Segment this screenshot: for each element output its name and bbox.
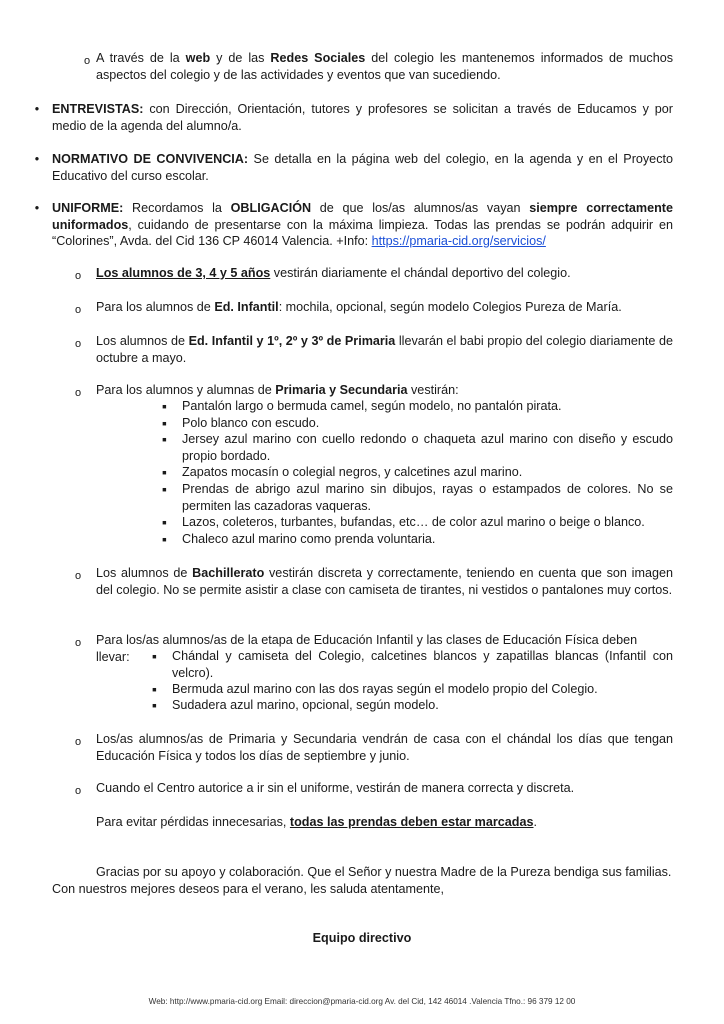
square-bullet-icon: ▪ [152,697,157,713]
uniforme-bold-correct: siempre correctamente uniformados [52,201,673,232]
normativo-text: Se detalla en la página web del colegio, en la agenda y en el Proyecto Educativo del curso escolar. [52,152,673,183]
intro-text-3: del colegio les mantenemos informados de muchos aspectos del colegio y de las actividades y eventos que van sucediendo. [96,51,674,82]
uniforme-obligacion: OBLIGACIÓN [230,201,312,215]
item-primaria-secundaria [96,382,673,399]
bullet-icon: • [34,102,40,116]
item-1-text: vestirán diariamente el chándal deportivo del colegio. [270,266,571,280]
list-item: Jersey azul marino con cuello redondo o chaqueta azul marino con diseño y escudo propio bordado. [182,432,673,463]
item-educacion-fisica: Para los/as alumnos/as de la etapa de Educación Infantil y las clases de Educación Física deben llevar: [96,633,638,664]
item-5-text: vestirán discreta y correctamente, teniendo en cuenta que son imagen del colegio. No se permite asistir a clase con camiseta de tirantes, ni vestidos o pantalones muy cortos. [96,566,673,597]
intro-text-1: A través de la [96,51,186,65]
item-chandal-casa: Los/as alumnos/as de Primaria y Secundaria vendrán de casa con el chándal los días que tengan Educación Física y todos los días de septiembre y junio. [96,732,673,763]
closing-thanks: Gracias por su apoyo y colaboración. Que el Señor y nuestra Madre de la Pureza bendiga sus familias. [96,865,672,879]
circle-bullet-icon: o [75,637,82,649]
list-item: Chándal y camiseta del Colegio, calcetines blancos y zapatillas blancas (Infantil con velcro). [172,649,673,680]
item-2-bold: Ed. Infantil [214,300,279,314]
item-3-text-a: Los alumnos de [96,334,189,348]
list-item: Pantalón largo o bermuda camel, según modelo, no pantalón pirata. [182,399,562,413]
intro-item [96,50,673,83]
page-footer: Web: http://www.pmaria-cid.org Email: direccion@pmaria-cid.org Av. del Cid, 142 46014 .Valencia Tfno.: 96 379 12 00 [148,997,576,1006]
entrevistas-label: ENTREVISTAS: [52,102,144,116]
item-2-text: : mochila, opcional, según modelo Colegios Pureza de María. [278,300,622,314]
square-bullet-icon: ▪ [162,415,167,431]
list-item: Sudadera azul marino, opcional, según modelo. [172,698,439,712]
intro-bold-redes: Redes Sociales [270,51,366,65]
bullet-icon: • [34,201,40,215]
circle-bullet-icon: o [75,270,82,282]
uniforme-text-2: de que los/as alumnos/as vayan [311,201,530,215]
uniforme-text-3: , cuidando de presentarse con la máxima limpieza. Todas las prendas se podrán adquirir en “Colorines”, Avda. del Cid 136 CP 46014 Valencia. +Info: [52,217,673,248]
item-3-bold: Ed. Infantil y 1º, 2º y 3º de Primaria [188,334,396,348]
item-babi [96,333,673,366]
square-bullet-icon: ▪ [162,531,167,547]
uniforme-label: UNIFORME: [52,201,124,215]
square-bullet-icon: ▪ [152,648,157,664]
circle-bullet-icon: o [75,338,82,350]
item-2-text-a: Para los alumnos de [96,300,215,314]
square-bullet-icon: ▪ [162,398,167,414]
list-item: Zapatos mocasín o colegial negros, y calcetines azul marino. [182,465,523,479]
bullet-icon: • [34,152,40,166]
item-3-5-anos [96,265,673,282]
circle-bullet-icon: o [75,570,82,582]
circle-bullet-icon: o [84,55,91,67]
circle-bullet-icon: o [75,304,82,316]
square-bullet-icon: ▪ [162,431,167,447]
item-4-text: vestirán: [407,383,459,397]
perdidas-text: Para evitar pérdidas innecesarias, [96,815,290,829]
item-1-bold: Los alumnos de 3, 4 y 5 años [96,266,271,280]
normativo-paragraph [52,151,673,184]
circle-bullet-icon: o [75,387,82,399]
signature-text: Equipo directivo [312,931,412,945]
item-bachillerato [96,565,673,598]
square-bullet-icon: ▪ [152,681,157,697]
uniforme-paragraph [52,200,673,250]
item-3-text: llevarán el babi propio del colegio diariamente de octubre a mayo. [96,334,673,365]
item-infantil-mochila [96,299,673,316]
entrevistas-paragraph [52,101,673,134]
list-item: Bermuda azul marino con las dos rayas según el modelo propio del Colegio. [172,682,598,696]
list-item: Prendas de abrigo azul marino sin dibujos, rayas o estampados de colores. No se permiten las cazadoras vaqueras. [182,482,673,513]
item-sin-uniforme: Cuando el Centro autorice a ir sin el uniforme, vestirán de manera correcta y discreta. [96,781,575,795]
intro-text-2: y de las [210,51,271,65]
item-4-text-a: Para los alumnos y alumnas de [96,383,276,397]
servicios-link[interactable]: https://pmaria-cid.org/servicios/ [371,234,546,248]
list-item: Polo blanco con escudo. [182,416,320,430]
signature [0,930,724,947]
closing-wishes: Con nuestros mejores deseos para el verano, les saluda atentamente, [52,882,445,896]
circle-bullet-icon: o [75,785,82,797]
normativo-label: NORMATIVO DE CONVIVENCIA: [52,152,249,166]
item-5-bold: Bachillerato [192,566,265,580]
square-bullet-icon: ▪ [162,464,167,480]
circle-bullet-icon: o [75,736,82,748]
entrevistas-text: con Dirección, Orientación, tutores y profesores se solicitan a través de Educamos y por medio de la agenda del alumno/a. [52,102,673,133]
perdidas-end: . [533,815,537,829]
perdidas-paragraph [96,814,673,831]
list-item: Lazos, coleteros, turbantes, bufandas, etc… de color azul marino o beige o blanco. [182,515,645,529]
item-4-bold: Primaria y Secundaria [275,383,408,397]
uniforme-text-1: Recordamos la [123,201,231,215]
square-bullet-icon: ▪ [162,481,167,497]
perdidas-bold: todas las prendas deben estar marcadas [289,815,534,829]
item-5-text-a: Los alumnos de [96,566,193,580]
intro-bold-web: web [185,51,211,65]
square-bullet-icon: ▪ [162,514,167,530]
list-item: Chaleco azul marino como prenda voluntaria. [182,532,436,546]
